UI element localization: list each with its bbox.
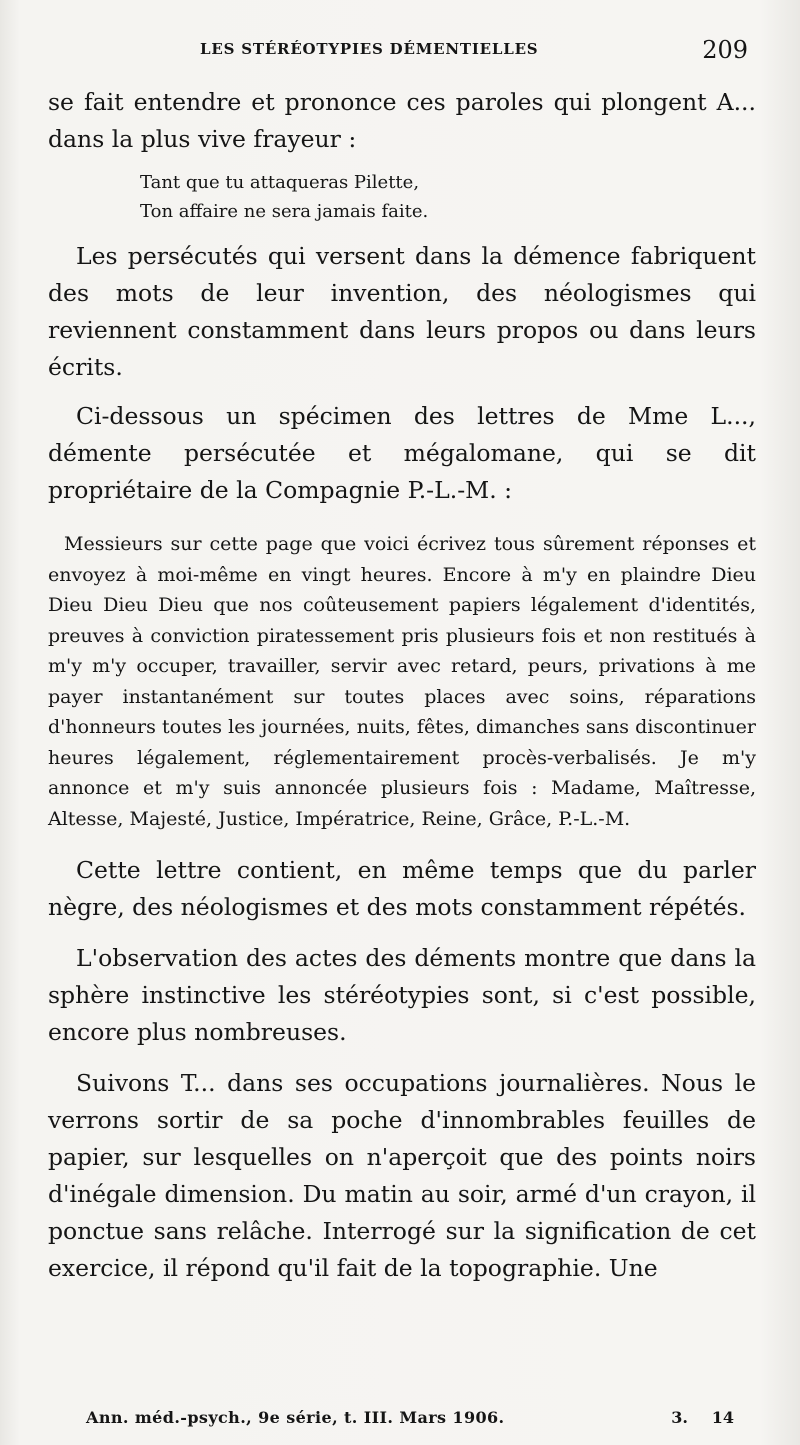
page-header [48, 36, 752, 66]
paragraph-neologisms: Les persécutés qui versent dans la démence fabriquent des mots de leur invention, des néologismes qui reviennent constamment dans leurs propos ou dans leurs écrits. [48, 242, 756, 381]
running-title: LES STÉRÉOTYPIES DÉMENTIELLES [200, 40, 539, 58]
paragraph-topography: Suivons T... dans ses occupations journalières. Nous le verrons sortir de sa poche d'innombrables feuilles de papier, sur lesquelles on n'aperçoit que des points noirs d'inégale dimension. Du matin au soir, armé d'un crayon, il ponctue sans relâche. Interrogé sur la signification de cet exercice, il répond qu'il fait de la topographie. Une [48, 1069, 756, 1282]
verse-line: Ton affaire ne sera jamais faite. [140, 201, 429, 222]
paragraph-continuation: se fait entendre et prononce ces paroles qui plongent A... dans la plus vive frayeur : [48, 88, 756, 153]
page-number: 209 [702, 36, 748, 64]
sheet-number: 14 [711, 1408, 734, 1427]
page-body [48, 84, 756, 1287]
quoted-verse [140, 168, 756, 226]
paragraph-specimen-intro: Ci-dessous un spécimen des lettres de Mme L..., démente persécutée et mégalomane, qui se dit propriétaire de la Compagnie P.-L.-M. : [48, 402, 756, 504]
journal-citation: Ann. méd.-psych., 9e série, t. III. Mars 1906. [86, 1408, 505, 1427]
verse-line: Tant que tu attaqueras Pilette, [140, 172, 420, 193]
page-footer [86, 1408, 734, 1436]
signature-mark: 3. [671, 1408, 688, 1427]
paragraph-letter-analysis: Cette lettre contient, en même temps que du parler nègre, des néologismes et des mots constamment répétés. [48, 856, 756, 921]
letter-excerpt [48, 529, 756, 834]
paragraph-instinctive-sphere: L'observation des actes des déments montre que dans la sphère instinctive les stéréotypies sont, si c'est possible, encore plus nombreuses. [48, 944, 756, 1046]
letter-text: Messieurs sur cette page que voici écrivez tous sûrement réponses et envoyez à moi-même en vingt heures. Encore à m'y en plaindre Dieu Dieu Dieu Dieu que nos coûteusement papiers légalement d'identités, preuves à conviction piratessement pris plusieurs fois et non restitués à m'y m'y occuper, travailler, servir avec retard, peurs, privations à me payer instantanément sur toutes places avec soins, réparations d'honneurs toutes les journées, nuits, fêtes, dimanches sans discontinuer heures légalement, réglementairement procès-verbalisés. Je m'y annonce et m'y suis annoncée plusieurs fois : Madame, Maîtresse, Altesse, Majesté, Justice, Impératrice, Reine, Grâce, P.-L.-M. [48, 533, 756, 830]
